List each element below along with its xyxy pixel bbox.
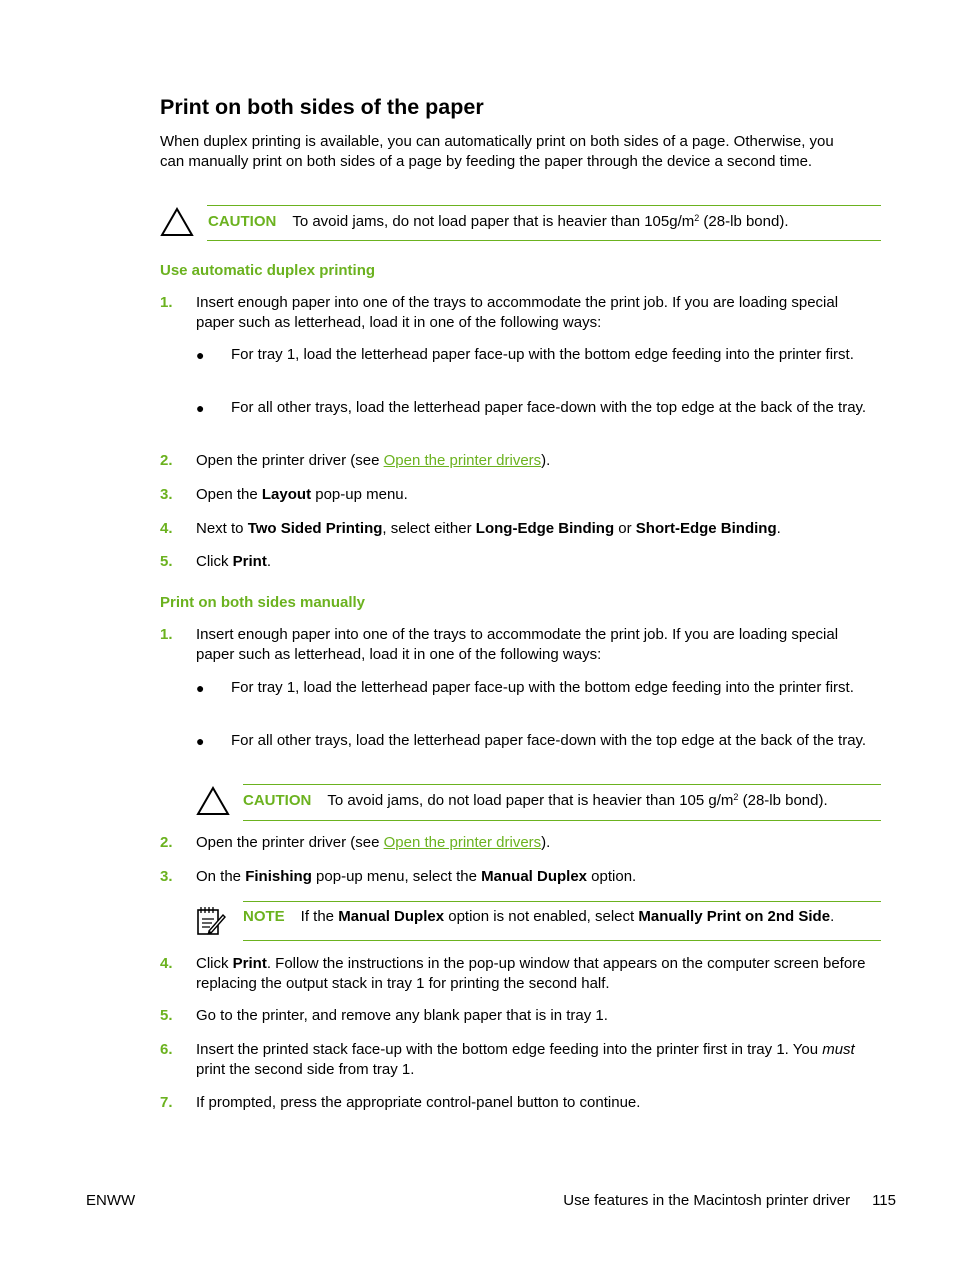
bullet-text: For tray 1, load the letterhead paper face-up with the bottom edge feeding into the printer first.: [231, 679, 854, 696]
step-text: On the Finishing pop-up menu, select the Manual Duplex option.: [196, 868, 637, 885]
bullet-marker: ●: [196, 733, 205, 749]
step-text: Go to the printer, and remove any blank paper that is in tray 1.: [196, 1007, 608, 1024]
section-heading-manual: Print on both sides manually: [160, 594, 366, 611]
open-printer-drivers-link[interactable]: Open the printer drivers: [383, 834, 542, 851]
bullet-marker: ●: [196, 400, 205, 416]
caution-top-rule: [243, 784, 881, 785]
step-number: 2.: [160, 452, 173, 469]
note-top-rule: [243, 901, 881, 902]
step-text: Insert enough paper into one of the trays to accommodate the print job. If you are loading special paper such as letterhead, load it in one of the following ways:: [196, 294, 839, 331]
note-bottom-rule: [243, 940, 881, 941]
bullet-marker: ●: [196, 680, 205, 696]
page-title: Print on both sides of the paper: [160, 95, 484, 119]
caution-bottom-rule: [243, 820, 881, 821]
bullet-text: For all other trays, load the letterhead paper face-down with the top edge at the back of the tray.: [231, 399, 867, 416]
step-text: Insert the printed stack face-up with the bottom edge feeding into the printer first in tray 1. You must print the second side from tray 1.: [196, 1041, 855, 1078]
step-number: 2.: [160, 834, 173, 851]
step-number: 3.: [160, 486, 173, 503]
step-text: Next to Two Sided Printing, select either Long-Edge Binding or Short-Edge Binding.: [196, 520, 781, 537]
step-number: 1.: [160, 294, 173, 311]
step-text: Click Print. Follow the instructions in the pop-up window that appears on the computer screen before replacing the output stack in tray 1 for printing the second half.: [196, 955, 866, 992]
step-number: 5.: [160, 553, 173, 570]
step-number: 4.: [160, 520, 173, 537]
step-text: Open the printer driver (see Open the printer drivers).: [196, 452, 551, 469]
footer-left: ENWW: [86, 1192, 136, 1209]
note-icon: [195, 904, 227, 936]
caution-label: CAUTION: [208, 213, 277, 230]
step-text: Open the printer driver (see Open the printer drivers).: [196, 834, 551, 851]
bullet-text: For tray 1, load the letterhead paper face-up with the bottom edge feeding into the printer first.: [231, 346, 854, 363]
footer-right: [563, 1192, 896, 1209]
bullet-marker: ●: [196, 347, 205, 363]
caution-icon: [196, 786, 230, 816]
caution-top-rule: [207, 205, 881, 206]
footer-section-title: Use features in the Macintosh printer driver: [563, 1192, 851, 1209]
step-number: 7.: [160, 1094, 173, 1111]
note-text: NOTE If the Manual Duplex option is not enabled, select Manually Print on 2nd Side.: [243, 908, 835, 925]
caution-label: CAUTION: [243, 792, 312, 809]
step-number: 4.: [160, 955, 173, 972]
note-label: NOTE: [243, 908, 285, 925]
step-number: 5.: [160, 1007, 173, 1024]
caution-text: CAUTION To avoid jams, do not load paper that is heavier than 105 $g/m^2$ (28-lb bond).: [243, 792, 828, 809]
caution-bottom-rule: [207, 240, 881, 241]
step-text: If prompted, press the appropriate control-panel button to continue.: [196, 1094, 641, 1111]
intro-paragraph: When duplex printing is available, you can automatically print on both sides of a page. Otherwise, you can manually print on both sides of a page by feeding the paper through the device a second time.: [160, 133, 834, 170]
page-number: 115: [872, 1192, 896, 1209]
bullet-text: For all other trays, load the letterhead paper face-down with the top edge at the back of the tray.: [231, 732, 867, 749]
caution-text: CAUTION To avoid jams, do not load paper that is heavier than $105g/m^2$ (28-lb bond).: [208, 213, 789, 230]
step-number: 6.: [160, 1041, 173, 1058]
open-printer-drivers-link[interactable]: Open the printer drivers: [383, 452, 542, 469]
caution-icon: [160, 207, 194, 237]
step-text: Insert enough paper into one of the trays to accommodate the print job. If you are loading special paper such as letterhead, load it in one of the following ways:: [196, 626, 839, 663]
step-number: 1.: [160, 626, 173, 643]
step-text: Click Print.: [196, 553, 272, 570]
step-text: Open the Layout pop-up menu.: [196, 486, 408, 503]
section-heading-auto: Use automatic duplex printing: [160, 262, 376, 279]
step-number: 3.: [160, 868, 173, 885]
